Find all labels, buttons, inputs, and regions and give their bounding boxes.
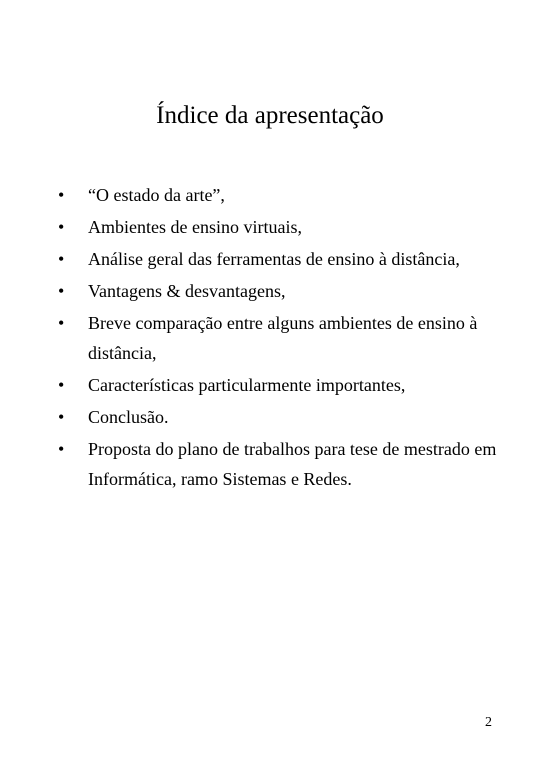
bullet-icon: • [58,407,65,427]
list-item [58,402,508,432]
list-item-text: Análise geral das ferramentas de ensino à distância, [88,249,460,269]
bullet-list [58,180,508,496]
bullet-icon: • [58,249,65,269]
bullet-icon: • [58,217,65,237]
list-item [58,370,508,400]
list-item-text: Proposta do plano de trabalhos para tese de mestrado em Informática, ramo Sistemas e Redes. [88,439,497,489]
bullet-icon: • [58,375,65,395]
list-item [58,244,508,274]
list-item [58,212,508,242]
list-item-text: Conclusão. [88,407,169,427]
bullet-icon: • [58,313,65,333]
list-item [58,180,508,210]
list-item [58,308,508,368]
bullet-icon: • [58,439,65,459]
page-number: 2 [485,715,492,730]
bullet-icon: • [58,281,65,301]
list-item-text: Vantagens & desvantagens, [88,281,286,301]
slide-title: Índice da apresentação [156,102,384,129]
list-item-text: Breve comparação entre alguns ambientes de ensino à distância, [88,313,478,363]
bullet-icon: • [58,185,65,205]
list-item-text: Ambientes de ensino virtuais, [88,217,302,237]
list-item [58,276,508,306]
list-item [58,434,508,494]
list-item-text: “O estado da arte”, [88,185,225,205]
list-item-text: Características particularmente importantes, [88,375,406,395]
